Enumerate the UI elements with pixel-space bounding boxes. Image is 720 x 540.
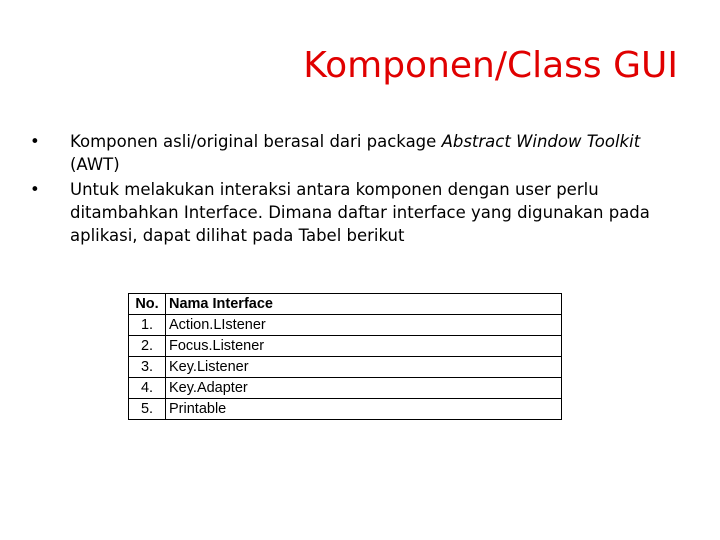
bullet-text-part: (AWT) [70, 155, 120, 174]
cell-no: 3. [129, 357, 166, 378]
interface-table [128, 293, 562, 420]
bullet-list [30, 130, 670, 249]
bullet-marker: • [30, 132, 40, 151]
bullet-text-part: Untuk melakukan interaksi antara komponen dengan user perlu ditambahkan Interface. Dimana daftar interface yang digunakan pada aplikasi, dapat dilihat pada Tabel berikut [70, 180, 650, 245]
cell-no: 4. [129, 378, 166, 399]
cell-interface-name: Action.LIstener [166, 315, 562, 336]
table-row [129, 357, 562, 378]
slide-title: Komponen/Class GUI [303, 45, 678, 86]
cell-no: 5. [129, 399, 166, 420]
bullet-item-interface [30, 178, 670, 247]
cell-no: 2. [129, 336, 166, 357]
table-row [129, 315, 562, 336]
bullet-marker: • [30, 180, 40, 199]
bullet-text-part: Komponen asli/original berasal dari package [70, 132, 442, 151]
bullet-item-awt [30, 130, 670, 176]
cell-interface-name: Key.Listener [166, 357, 562, 378]
table-header-row [129, 294, 562, 315]
cell-interface-name: Focus.Listener [166, 336, 562, 357]
bullet-term-awt: Abstract Window Toolkit [441, 132, 641, 151]
header-no: No. [129, 294, 166, 315]
cell-interface-name: Printable [166, 399, 562, 420]
cell-no: 1. [129, 315, 166, 336]
table-row [129, 399, 562, 420]
cell-interface-name: Key.Adapter [166, 378, 562, 399]
header-interface-name: Nama Interface [166, 294, 562, 315]
table-row [129, 378, 562, 399]
table-row [129, 336, 562, 357]
